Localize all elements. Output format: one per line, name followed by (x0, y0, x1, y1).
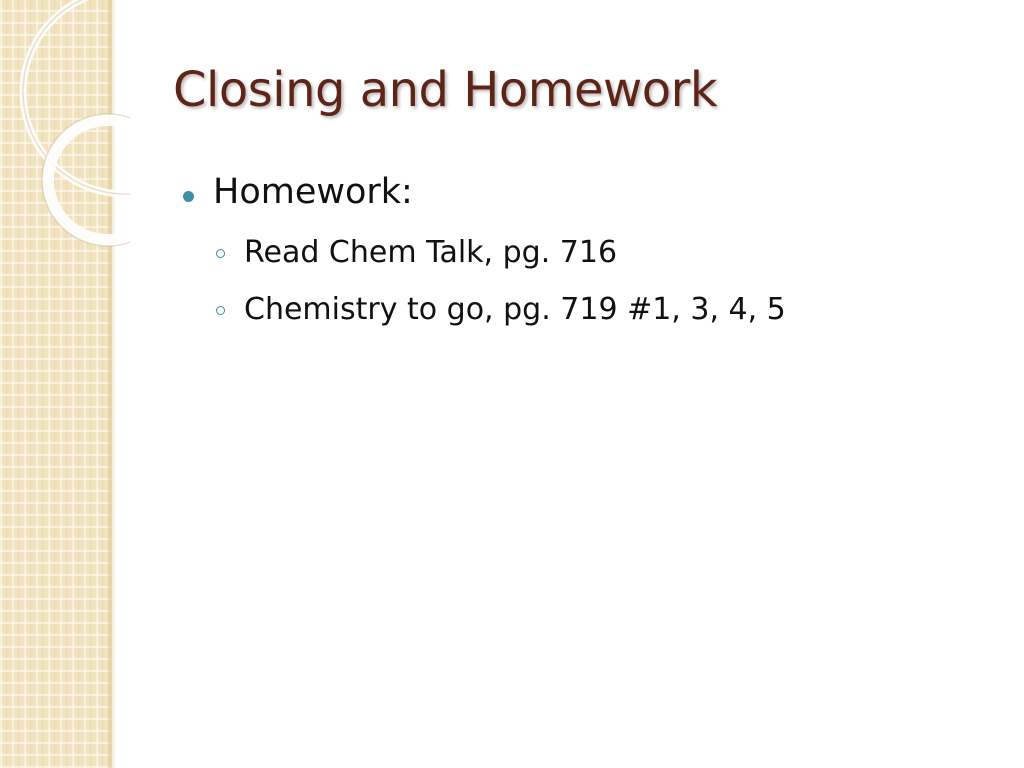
sub-bullet-ring-icon (216, 306, 225, 315)
sub-bullet-ring-icon (216, 249, 225, 258)
bullet-dot-icon (183, 191, 194, 202)
slide-title: Closing and Homework (173, 62, 718, 118)
sub-bullet-text: Read Chem Talk, pg. 716 (244, 235, 618, 270)
sub-bullet-item (216, 289, 983, 346)
sub-bullet-list (183, 232, 983, 346)
sub-bullet-item (216, 232, 983, 289)
bullet-item-homework (183, 168, 983, 224)
ring-decoration-icon (0, 0, 130, 260)
slide-body (183, 168, 983, 346)
bullet-text: Homework: (213, 172, 413, 212)
sub-bullet-text: Chemistry to go, pg. 719 #1, 3, 4, 5 (244, 292, 786, 327)
